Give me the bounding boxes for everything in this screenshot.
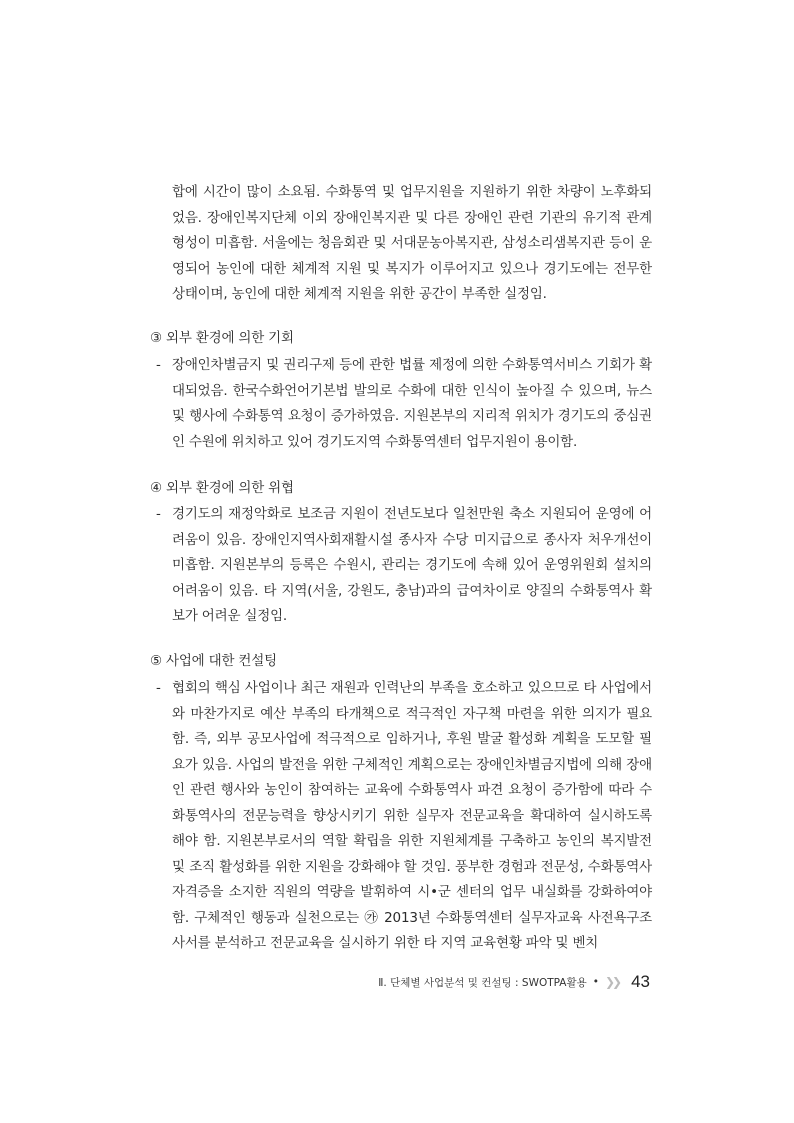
footer-bullet: • (592, 976, 599, 988)
section-body-threat: 경기도의 재정악화로 보조금 지원이 전년도보다 일천만원 축소 지원되어 운영에 어려움이 있음. 장애인지역사회재활시설 종사자 수당 미지급으로 종사자 처우개선이 미흡함. 지원본부의 등록은 수원시, 관리는 경기도에 속해 있어 운영위원회 설치의 어려움이 있음. 타 지역(서울, 강원도, 충남)과의 급여차이로 양질의 수화통역사 확보가 어려운 실정임. (172, 506, 652, 624)
intro-paragraph: 합에 시간이 많이 소요됨. 수화통역 및 업무지원을 지원하기 위한 차량이 노후화되었음. 장애인복지단체 이외 장애인복지관 및 다른 장애인 관련 기관의 유기적 관계 형성이 미흡함. 서울에는 청음회관 및 서대문농아복지관, 삼성소리샘복지관 등이 운영되어 농인에 대한 체계적 지원 및 복지가 이루어지고 있으나 경기도에는 전무한 상태이며, 농인에 대한 체계적 지원을 위한 공간이 부족한 실정임. (172, 184, 652, 302)
section-dash: - (156, 680, 161, 696)
section-body-opportunity: 장애인차별금지 및 권리구제 등에 관한 법률 제정에 의한 수화통역서비스 기회가 확대되었음. 한국수화언어기본법 발의로 수화에 대한 인식이 높아질 수 있으며, 뉴스 및 행사에 수화통역 요청이 증가하였음. 지원본부의 지리적 위치가 경기도의 중심권인 수원에 위치하고 있어 경기도지역 수화통역센터 업무지원이 용이함. (172, 357, 652, 450)
section-dash: - (156, 357, 161, 373)
section-heading-consulting: ⑤ 사업에 대한 컨설팅 (150, 653, 277, 669)
double-chevron-right-icon: ❯❯ (604, 975, 620, 989)
section-heading-threat: ④ 외부 환경에 의한 위협 (150, 480, 294, 496)
page-number: 43 (631, 972, 650, 991)
section-dash: - (156, 506, 161, 522)
running-title: Ⅱ. 단체별 사업분석 및 컨설팅 : SWOTPA활용 (378, 976, 587, 989)
section-body-consulting: 협회의 핵심 사업이나 최근 재원과 인력난의 부족을 호소하고 있으므로 타 사업에서와 마찬가지로 예산 부족의 타개책으로 적극적인 자구책 마련을 위한 의지가 필요함. 즉, 외부 공모사업에 적극적으로 임하거나, 후원 발굴 활성화 계획을 도모할 필요가 있음. 사업의 발전을 위한 구체적인 계획으로는 장애인차별금지법에 의해 장애인 관련 행사와 농인이 참여하는 교육에 수화통역사 파견 요청이 증가함에 따라 수화통역사의 전문능력을 향상시키기 위한 실무자 전문교육을 확대하여 실시하도록 해야 함. 지원본부로서의 역할 확립을 위한 지원체계를 구축하고 농인의 복지발전 및 조직 활성화를 위한 지원을 강화해야 할 것임. 풍부한 경험과 전문성, 수화통역사 자격증을 소지한 직원의 역량을 발휘하여 시•군 센터의 업무 내실화를 강화하여야 함. 구체적인 행동과 실천으로는 ㉮ 2013년 수화통역센터 실무자교육 사전욕구조사서를 분석하고 전문교육을 실시하기 위한 타 지역 교육현황 파악 및 벤치 (172, 680, 652, 951)
page-footer (378, 972, 650, 992)
section-heading-opportunity: ③ 외부 환경에 의한 기회 (150, 330, 294, 346)
